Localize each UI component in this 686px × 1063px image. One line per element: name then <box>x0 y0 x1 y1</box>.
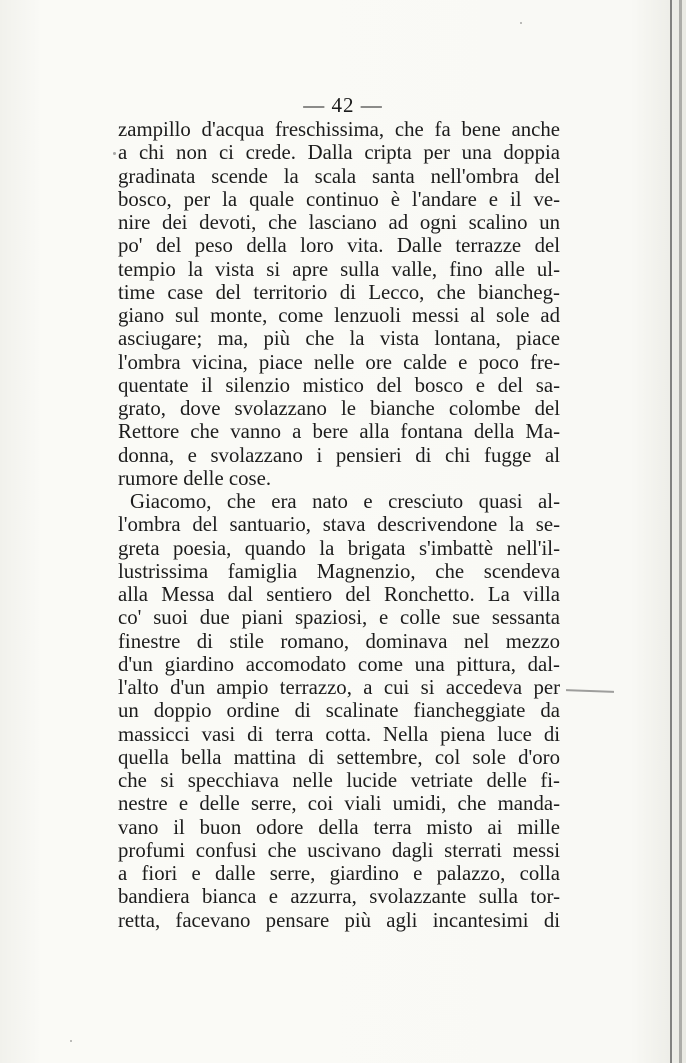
paragraph-1 <box>118 118 560 490</box>
text-line: bandiera bianca e azzurra, svolazzante sulla tor- <box>118 885 560 909</box>
text-line: che si specchiava nelle lucide vetriate delle fi- <box>118 769 560 792</box>
text-line: quentate il silenzio mistico del bosco e del sa- <box>118 373 560 397</box>
text-line: time case del territorio di Lecco, che biancheg- <box>118 280 560 304</box>
text-line: lustrissima famiglia Magnenzio, che scendeva <box>118 559 560 583</box>
text-line: greta poesia, quando la brigata s'imbattè nell'il- <box>118 536 560 560</box>
scan-edge-shadow <box>679 0 682 1063</box>
ink-speck <box>113 152 116 155</box>
text-line: po' del peso della loro vita. Dalle terrazze del <box>118 234 560 258</box>
text-line: vano il buon odore della terra misto ai mille <box>118 815 560 839</box>
text-line: quella bella mattina di settembre, col sole d'oro <box>118 745 560 769</box>
ink-speck <box>520 22 522 24</box>
text-line: nire dei devoti, che lasciano ad ogni scalino un <box>118 211 560 234</box>
text-line: giano sul monte, come lenzuoli messi al sole ad <box>118 304 560 327</box>
page-edge-line <box>670 0 672 1063</box>
text-line: retta, facevano pensare più agli incantesimi di <box>118 908 560 932</box>
text-line: massicci vasi di terra cotta. Nella piena luce di <box>118 722 560 746</box>
text-line: gradinata scende la scala santa nell'ombra del <box>118 164 560 188</box>
text-line: donna, e svolazzano i pensieri di chi fugge al <box>118 443 560 467</box>
ink-speck <box>70 1040 72 1042</box>
text-line: bosco, per la quale continuo è l'andare e il ve- <box>118 187 560 211</box>
text-line: rumore delle cose. <box>118 466 272 490</box>
text-line: profumi confusi che uscivano dagli sterrati messi <box>118 838 560 862</box>
text-line: l'ombra del santuario, stava descrivendone la se- <box>118 513 560 537</box>
body-text <box>118 118 560 932</box>
text-line: asciugare; ma, più che la vista lontana, piace <box>118 327 560 351</box>
text-line: co' suoi due piani spaziosi, e colle sue sessanta <box>118 606 560 630</box>
text-line: zampillo d'acqua freschissima, che fa bene anche <box>118 118 560 141</box>
text-line: l'ombra vicina, piace nelle ore calde e poco fre- <box>118 350 560 374</box>
page-number: — 42 — <box>303 93 383 117</box>
text-line: a chi non ci crede. Dalla cripta per una doppia <box>118 141 560 165</box>
text-line: un doppio ordine di scalinate fiancheggiate da <box>118 699 560 723</box>
text-line: tempio la vista si apre sulla valle, fino alle ul- <box>118 257 560 281</box>
text-line: grato, dove svolazzano le bianche colombe del <box>118 397 560 420</box>
text-line: alla Messa dal sentiero del Ronchetto. La villa <box>118 583 560 606</box>
text-line: finestre di stile romano, dominava nel mezzo <box>118 629 560 653</box>
ink-stroke-mark <box>566 689 614 693</box>
text-line: nestre e delle serre, coi viali umidi, che manda- <box>118 792 560 816</box>
text-line: Rettore che vanno a bere alla fontana della Ma- <box>118 420 560 444</box>
text-line: a fiori e dalle serre, giardino e palazzo, colla <box>118 862 560 885</box>
text-line: l'alto d'un ampio terrazzo, a cui si accedeva per <box>118 676 560 699</box>
text-line: d'un giardino accomodato come una pittura, dal- <box>118 652 560 676</box>
paragraph-2 <box>118 490 560 932</box>
text-line: Giacomo, che era nato e cresciuto quasi al- <box>130 490 560 513</box>
